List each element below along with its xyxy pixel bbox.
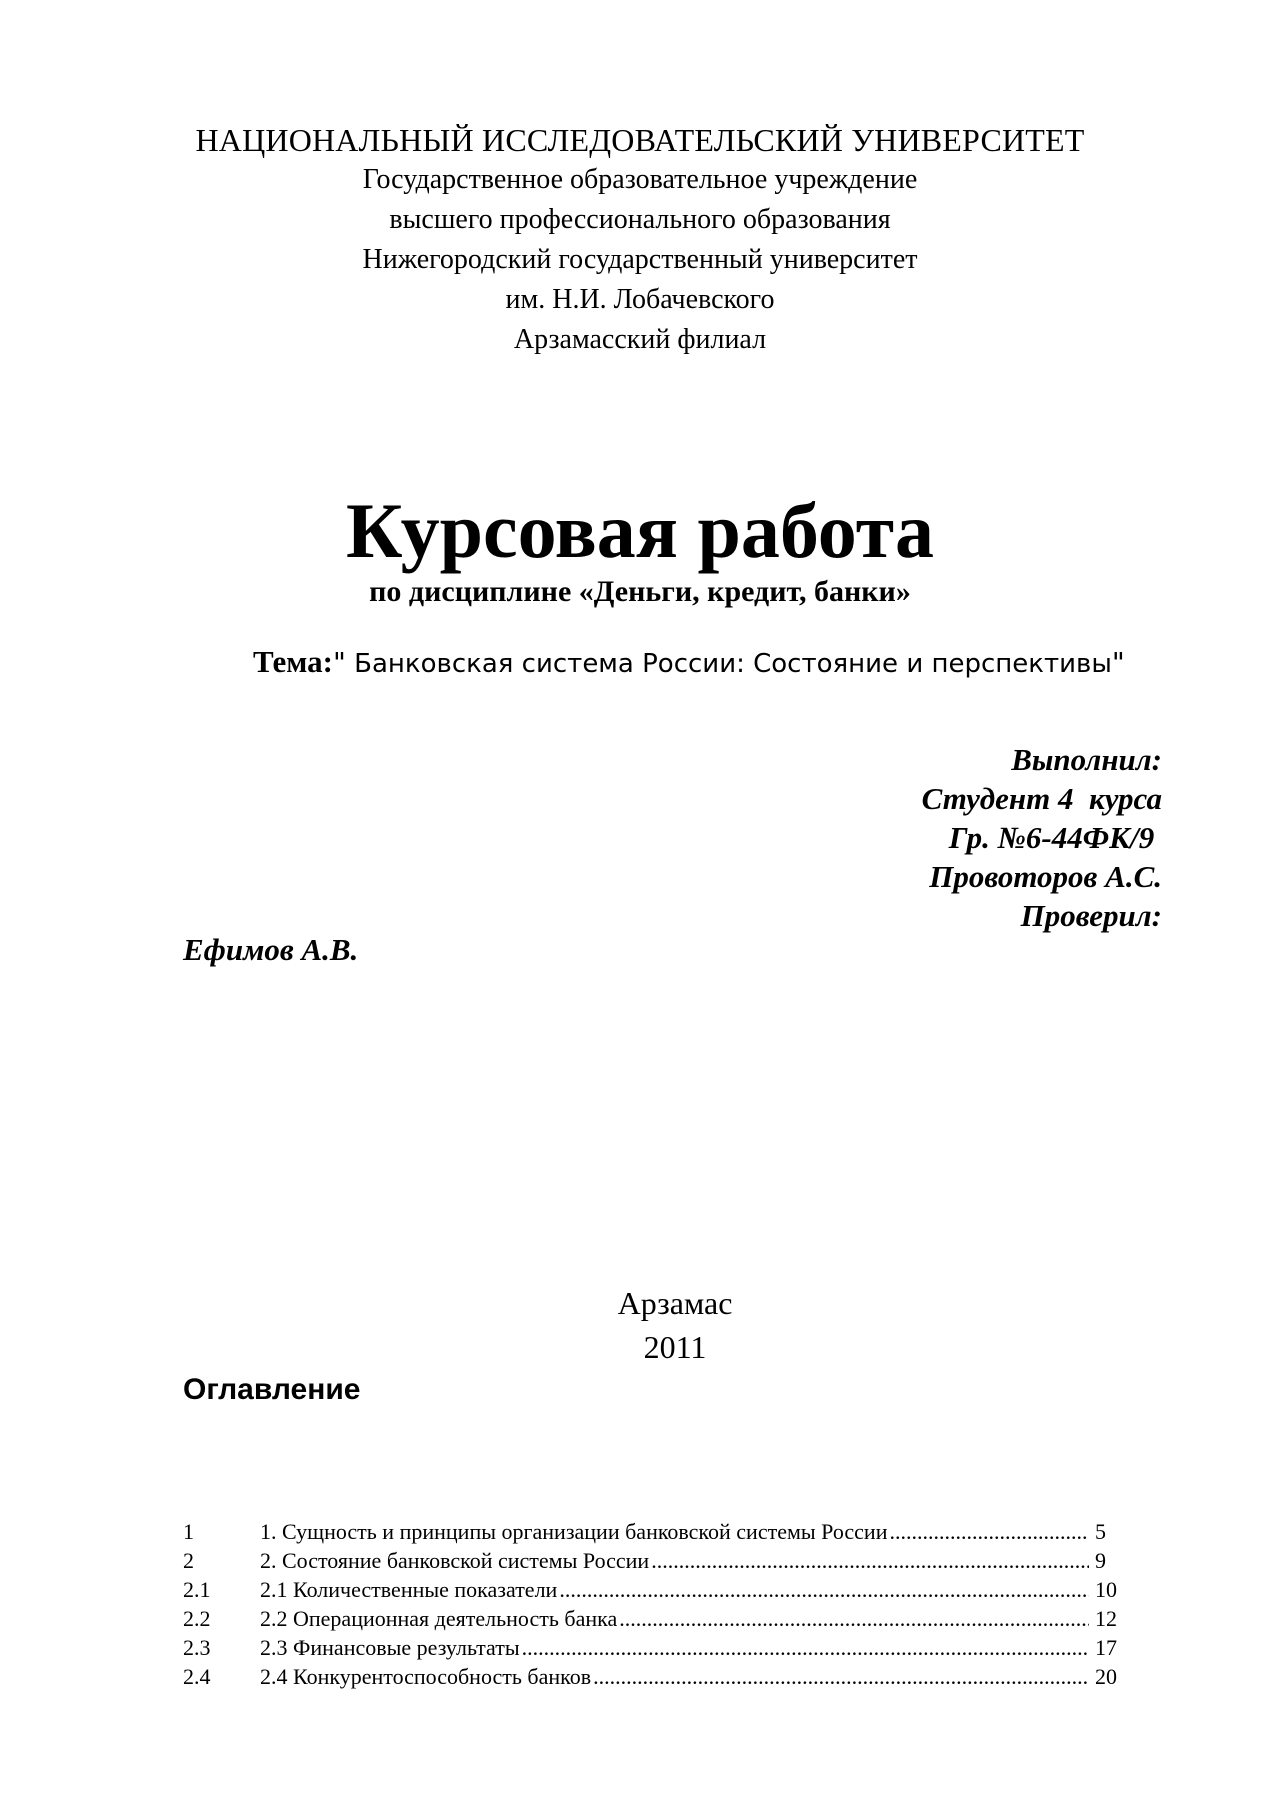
header-line-education-level: высшего профессионального образования [389, 204, 891, 235]
reviewer-name: Ефимов А.В. [183, 932, 359, 967]
topic-open-quote: " [332, 646, 346, 679]
document-subtitle: по дисциплине «Деньги, кредит, банки» [369, 575, 911, 608]
topic-label: Тема: [253, 644, 333, 679]
table-of-contents [183, 1517, 1123, 1691]
toc-item-page: 20 [1095, 1664, 1117, 1689]
toc-leader-dots [522, 1633, 1089, 1662]
university-name: НАЦИОНАЛЬНЫЙ ИССЛЕДОВАТЕЛЬСКИЙ УНИВЕРСИТЕТ [195, 122, 1085, 158]
city: Арзамас [617, 1285, 733, 1321]
topic-text: Банковская система России: Состояние и перспективы [345, 649, 1112, 679]
topic-close-quote: " [1111, 646, 1125, 679]
city-year-footer [0, 1281, 1280, 1369]
toc-item-number: 2.2 [183, 1606, 211, 1631]
document-title: Курсовая работа [345, 487, 935, 574]
toc-item-title: 1. Сущность и принципы организации банковской системы России [260, 1519, 888, 1544]
toc-item-title: 2.4 Конкурентоспособность банков [260, 1664, 592, 1689]
header-line-institution-type: Государственное образовательное учреждение [362, 164, 918, 195]
toc-leader-dots [593, 1662, 1089, 1691]
toc-row[interactable] [183, 1604, 1123, 1633]
toc-leader-dots [559, 1575, 1089, 1604]
toc-item-number: 2.4 [183, 1664, 211, 1689]
toc-item-page: 12 [1095, 1606, 1117, 1631]
toc-row[interactable] [183, 1546, 1123, 1575]
toc-leader-dots [651, 1546, 1089, 1575]
header-line-branch: Арзамасский филиал [513, 324, 767, 355]
toc-item-page: 5 [1095, 1519, 1106, 1544]
toc-item-title: 2.2 Операционная деятельность банка [260, 1606, 618, 1631]
header-line-university: Нижегородский государственный университет [362, 244, 918, 275]
toc-leader-dots [619, 1604, 1089, 1633]
toc-item-number: 2 [183, 1548, 194, 1573]
student-course: Студент 4 курса [921, 781, 1162, 816]
toc-item-title: 2. Состояние банковской системы России [260, 1548, 650, 1573]
toc-row[interactable] [183, 1575, 1123, 1604]
toc-item-page: 10 [1095, 1577, 1117, 1602]
topic-line [253, 642, 1125, 684]
student-group: Гр. №6-44ФК/9 [948, 820, 1162, 855]
performed-label: Выполнил: [1011, 742, 1162, 777]
toc-item-page: 17 [1095, 1635, 1117, 1660]
toc-row[interactable] [183, 1633, 1123, 1662]
checked-label: Проверил: [1020, 898, 1162, 933]
toc-row[interactable] [183, 1662, 1123, 1691]
toc-row[interactable] [183, 1517, 1123, 1546]
toc-item-page: 9 [1095, 1548, 1106, 1573]
toc-item-number: 2.3 [183, 1635, 211, 1660]
year: 2011 [643, 1329, 707, 1365]
toc-item-number: 1 [183, 1519, 194, 1544]
institution-header [0, 120, 1280, 360]
toc-item-title: 2.1 Количественные показатели [260, 1577, 558, 1602]
student-name: Провоторов А.С. [929, 859, 1162, 894]
header-line-named-after: им. Н.И. Лобачевского [505, 284, 775, 315]
toc-item-title: 2.3 Финансовые результаты [260, 1635, 520, 1660]
toc-item-number: 2.1 [183, 1577, 211, 1602]
toc-leader-dots [889, 1517, 1089, 1546]
author-block [922, 740, 1162, 935]
toc-heading: Оглавление [183, 1373, 361, 1406]
